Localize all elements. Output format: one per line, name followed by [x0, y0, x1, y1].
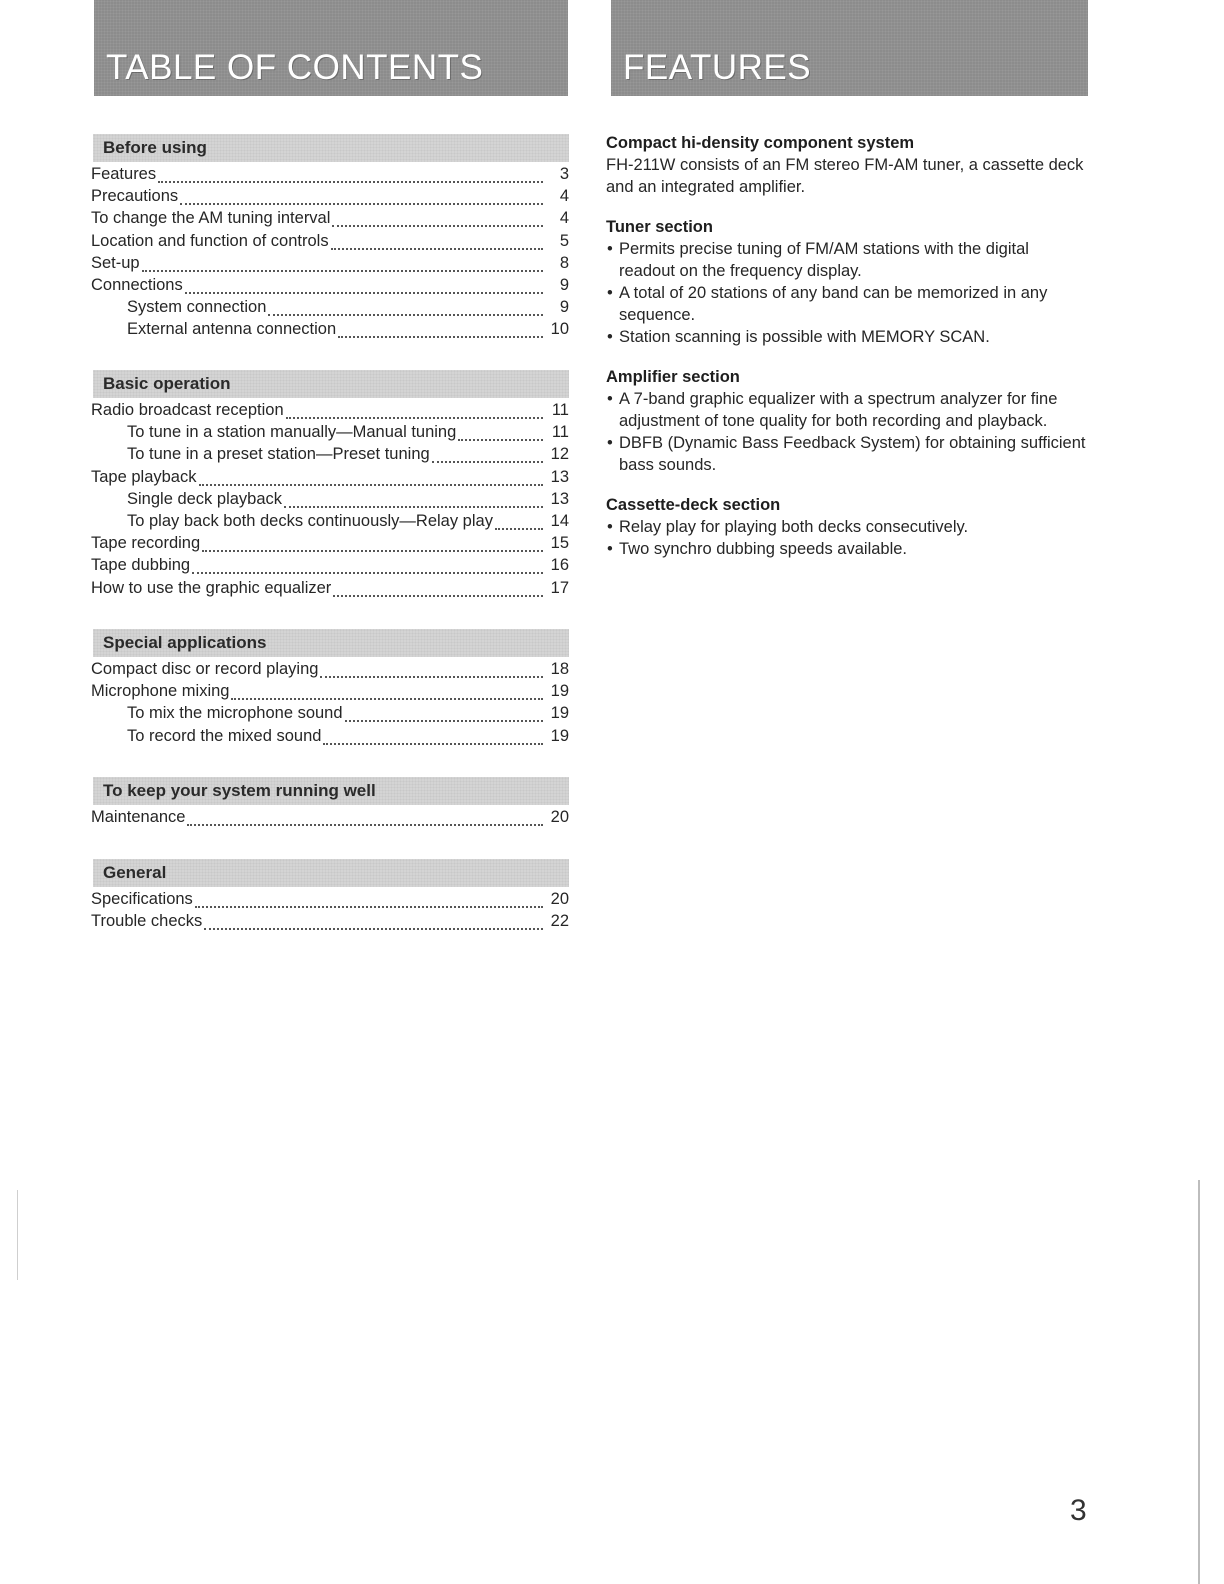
toc-banner	[94, 0, 568, 96]
toc-entry[interactable]: Connections 9	[91, 275, 569, 294]
toc-entry[interactable]: Tape dubbing 16	[91, 556, 569, 575]
features-banner	[611, 0, 1088, 96]
feature-bullet: • A 7-band graphic equalizer with a spectrum analyzer for fine adjustment of tone quality for both recording and playback.	[606, 388, 1086, 432]
toc-entry[interactable]: Maintenance 20	[91, 808, 569, 826]
feature-title: Compact hi-density component system	[606, 134, 915, 152]
features-column	[606, 132, 1086, 578]
toc-entry[interactable]: Precautions 4	[91, 187, 569, 206]
section-heading: Special applications	[93, 629, 569, 657]
toc-entry[interactable]: Radio broadcast reception 11	[91, 401, 569, 419]
feature-title: Tuner section	[606, 218, 713, 236]
toc-entry[interactable]: Microphone mixing 19	[91, 682, 569, 701]
toc-entry[interactable]: Tape playback 13	[91, 467, 569, 486]
feature-bullet: • Relay play for playing both decks consecutively.	[606, 516, 1086, 538]
feature-bullet-list	[606, 238, 1086, 348]
feature-title: Amplifier section	[606, 368, 740, 386]
toc-entry[interactable]: To change the AM tuning interval 4	[91, 209, 569, 228]
toc-section-before-using	[91, 134, 569, 343]
toc-section-general	[91, 859, 569, 934]
toc-entry[interactable]: Specifications 20	[91, 890, 569, 908]
toc-entry[interactable]: Features 3	[91, 165, 569, 183]
feature-bullet-list	[606, 388, 1086, 476]
toc-subentry[interactable]: Single deck playback 13	[127, 489, 569, 508]
toc-entry[interactable]: Tape recording 15	[91, 534, 569, 553]
toc-subentry[interactable]: To mix the microphone sound 19	[127, 704, 569, 723]
section-heading: Before using	[93, 134, 569, 162]
toc-banner-title: TABLE OF CONTENTS	[106, 48, 484, 87]
feature-cassette-section	[606, 494, 1086, 560]
feature-bullet: • A total of 20 stations of any band can be memorized in any sequence.	[606, 282, 1086, 326]
toc-subentry[interactable]: External antenna connection 10	[127, 320, 569, 339]
features-banner-title: FEATURES	[623, 48, 812, 87]
toc-subentry[interactable]: To tune in a preset station—Preset tuning 12	[127, 445, 569, 464]
toc-subentry[interactable]: To play back both decks continuously—Relay play 14	[127, 511, 569, 530]
toc-entry[interactable]: Location and function of controls 5	[91, 231, 569, 250]
feature-bullet-list	[606, 516, 1086, 560]
feature-bullet: • DBFB (Dynamic Bass Feedback System) for obtaining sufficient bass sounds.	[606, 432, 1086, 476]
section-heading: General	[93, 859, 569, 887]
section-heading: To keep your system running well	[93, 777, 569, 805]
toc-section-keep-running	[91, 777, 569, 830]
toc-subentry[interactable]: To tune in a station manually—Manual tuning 11	[127, 423, 569, 442]
feature-bullet: • Station scanning is possible with MEMORY SCAN.	[606, 326, 1086, 348]
scan-edge-mark	[17, 1190, 18, 1280]
toc-section-special-applications	[91, 629, 569, 749]
feature-tuner-section	[606, 216, 1086, 348]
page-number: 3	[1070, 1494, 1087, 1527]
toc-subentry[interactable]: System connection 9	[127, 298, 569, 317]
toc-subentry[interactable]: To record the mixed sound 19	[127, 726, 569, 745]
toc-entry[interactable]: Trouble checks 22	[91, 912, 569, 931]
toc-entry[interactable]: Compact disc or record playing 18	[91, 660, 569, 678]
feature-compact-system	[606, 132, 1086, 198]
feature-amplifier-section	[606, 366, 1086, 476]
page-edge-shadow	[1198, 1180, 1200, 1584]
toc-entry[interactable]: Set-up 8	[91, 253, 569, 272]
toc-section-basic-operation	[91, 370, 569, 601]
feature-bullet: • Permits precise tuning of FM/AM stations with the digital readout on the frequency display.	[606, 238, 1086, 282]
feature-bullet: • Two synchro dubbing speeds available.	[606, 538, 1086, 560]
section-heading: Basic operation	[93, 370, 569, 398]
feature-title: Cassette-deck section	[606, 496, 781, 514]
toc-entry[interactable]: How to use the graphic equalizer 17	[91, 578, 569, 597]
feature-text: FH-211W consists of an FM stereo FM-AM tuner, a cassette deck and an integrated amplifier.	[606, 156, 1084, 196]
